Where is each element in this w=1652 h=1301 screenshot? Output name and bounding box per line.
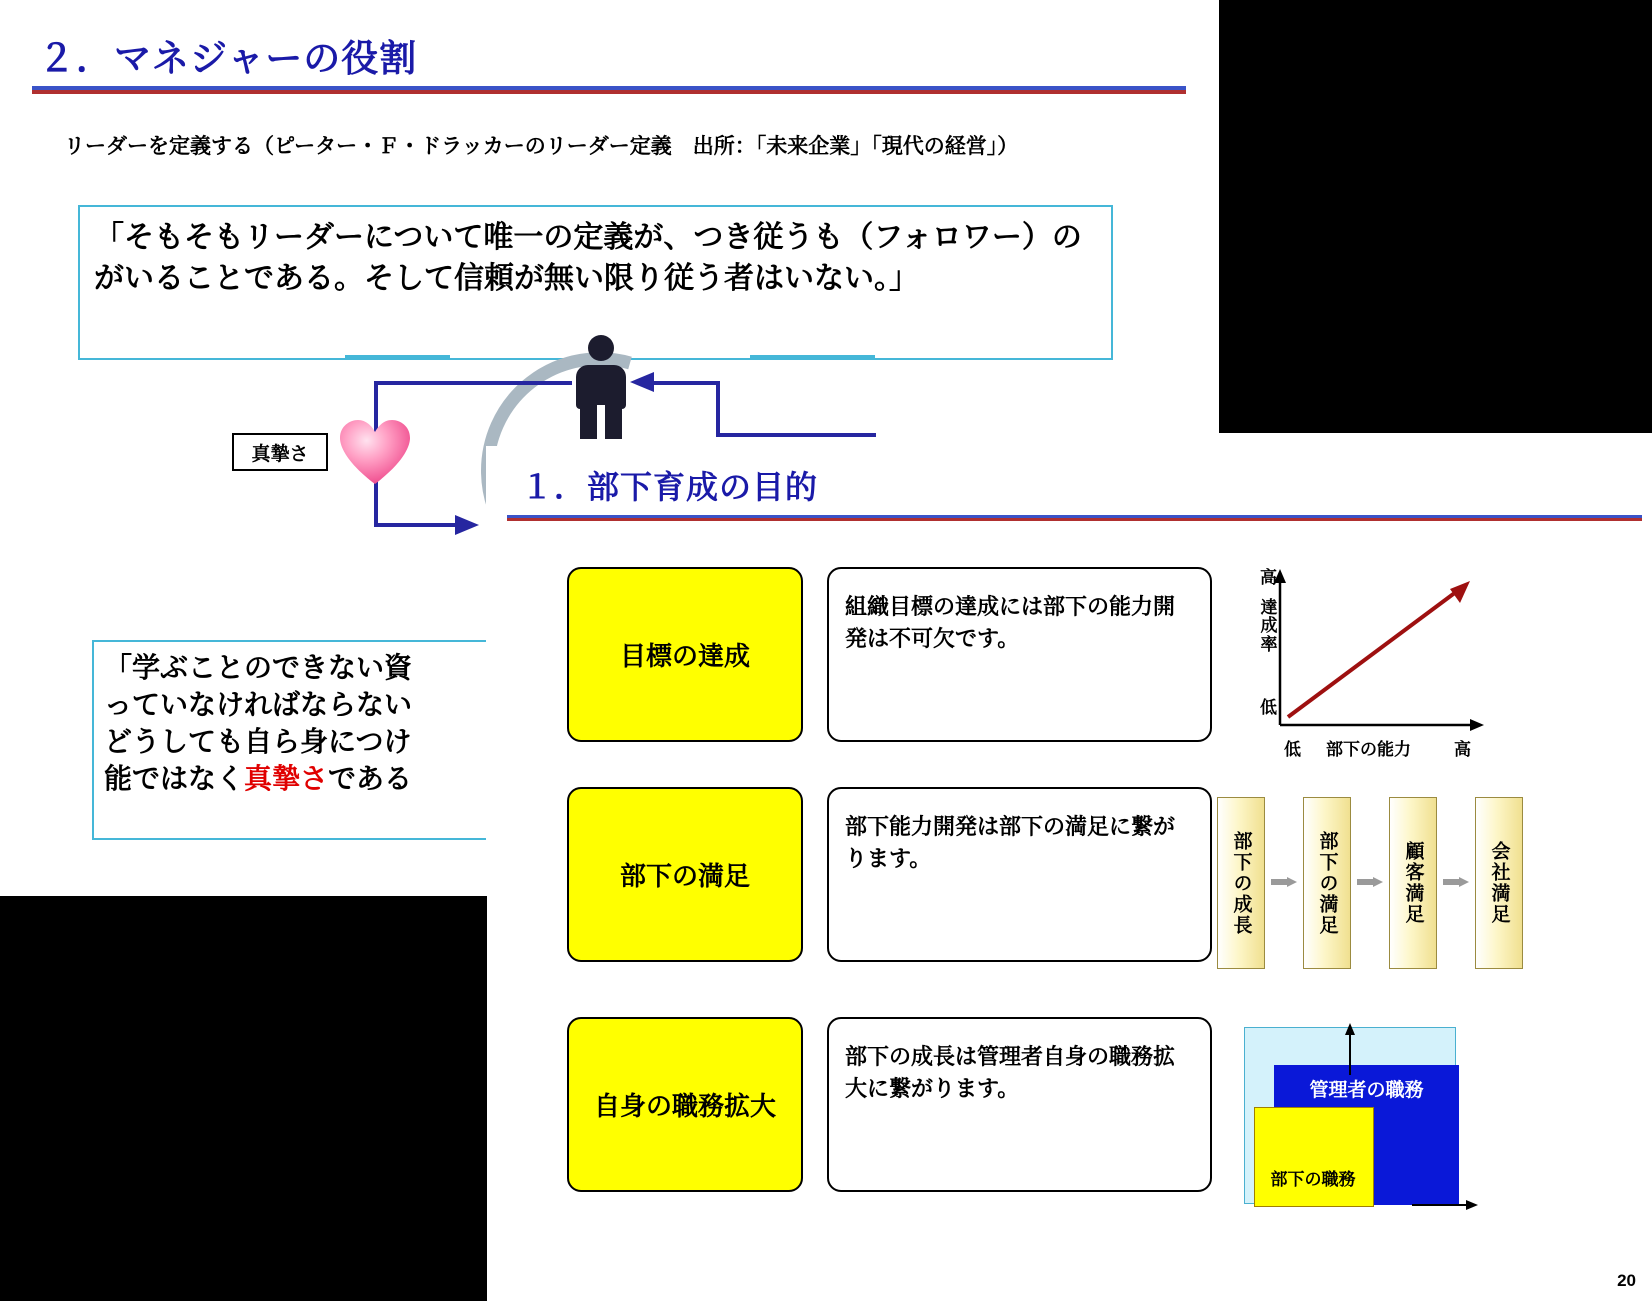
chart-x-axis-title: 部下の能力 — [1326, 740, 1411, 759]
subordinate-job-label: 部下の職務 — [1270, 1170, 1356, 1189]
manager-job-label: 管理者の職務 — [1309, 1080, 1424, 1101]
title-rule-red — [32, 90, 1186, 94]
foreground-slide — [487, 447, 1652, 1301]
person-figure-icon — [572, 335, 630, 439]
chart-y-top-label: 高 — [1260, 568, 1277, 587]
content-row — [487, 567, 1652, 797]
chart-x-left-label: 低 — [1284, 740, 1301, 759]
drucker-quote-box: 「そもそもリーダーについて唯一の定義が、つき従うも（フォロワー）のがいることである。そして信頼が無い限り従う者はいない。」 — [78, 205, 1113, 360]
foreground-rule-red — [507, 518, 1642, 521]
decorative-underline-right — [750, 355, 875, 358]
job-scope-arrows — [1232, 1017, 1532, 1222]
decorative-underline-left — [345, 355, 450, 358]
chart-y-bottom-label: 低 — [1260, 698, 1277, 717]
quote2-line1: 「学ぶことのできない資 — [104, 652, 413, 683]
quote2-line2: っていなければならない — [104, 688, 413, 720]
content-row — [487, 1017, 1652, 1257]
page-title: ２．マネジャーの役割 — [38, 38, 418, 79]
connector-arrow-right — [628, 368, 656, 398]
foreground-page-title: １．部下育成の目的 — [521, 469, 819, 505]
chain-arrow-icon — [1443, 877, 1469, 887]
achievement-rate-chart — [1222, 567, 1522, 767]
sincerity-quote-box — [92, 640, 522, 840]
content-row — [487, 787, 1652, 1022]
chain-item — [1389, 797, 1437, 969]
quote2-line4 — [104, 761, 510, 798]
connector-arrow-left — [455, 511, 481, 539]
occlusion-block-bottom-left — [0, 896, 487, 1301]
chain-item-label: 会社満足 — [1488, 841, 1510, 925]
chain-item — [1475, 797, 1523, 969]
quote2-line4-suffix: である — [328, 762, 413, 794]
connector-bottom-left — [374, 523, 466, 527]
chain-arrow-icon — [1271, 877, 1297, 887]
subordinate-satisfaction-box: 部下の満足 — [567, 787, 803, 962]
connector-top-right — [652, 381, 720, 385]
sincerity-label: 真摯さ — [232, 433, 328, 471]
subordinate-satisfaction-description: 部下能力開発は部下の満足に繋がります。 — [827, 787, 1212, 962]
page-number: 20 — [1617, 1271, 1636, 1290]
connector-top-left — [374, 381, 572, 385]
goal-achievement-box: 目標の達成 — [567, 567, 803, 742]
job-scope-diagram — [1232, 1017, 1532, 1222]
chain-item — [1217, 797, 1265, 969]
chart-x-right-label: 高 — [1454, 740, 1471, 759]
occlusion-block-top-right — [1219, 0, 1652, 433]
chain-item-label: 顧客満足 — [1402, 841, 1424, 925]
chain-arrow-icon — [1357, 877, 1383, 887]
subtitle: リーダーを定義する（ピーター・Ｆ・ドラッカーのリーダー定義 出所：「未来企業」「現代の経営」） — [64, 135, 1019, 158]
chain-item-label: 部下の成長 — [1230, 830, 1252, 936]
job-expansion-description: 部下の成長は管理者自身の職務拡大に繋がります。 — [827, 1017, 1212, 1192]
chart-y-axis-title: 達成率 — [1260, 598, 1278, 654]
quote2-line3: どうしても自ら身につけ — [104, 725, 412, 757]
connector-bottom-right — [716, 433, 876, 437]
quote2-highlight: 真摯さ — [244, 762, 329, 794]
chain-item — [1303, 797, 1351, 969]
goal-achievement-description: 組織目標の達成には部下の能力開発は不可欠です。 — [827, 567, 1212, 742]
satisfaction-chain-diagram — [1217, 797, 1547, 977]
chain-item-label: 部下の満足 — [1316, 830, 1338, 936]
quote2-line4-prefix: 能ではなく — [104, 762, 245, 794]
connector-right-vertical — [716, 381, 720, 437]
heart-icon — [338, 418, 412, 488]
job-expansion-box: 自身の職務拡大 — [567, 1017, 803, 1192]
